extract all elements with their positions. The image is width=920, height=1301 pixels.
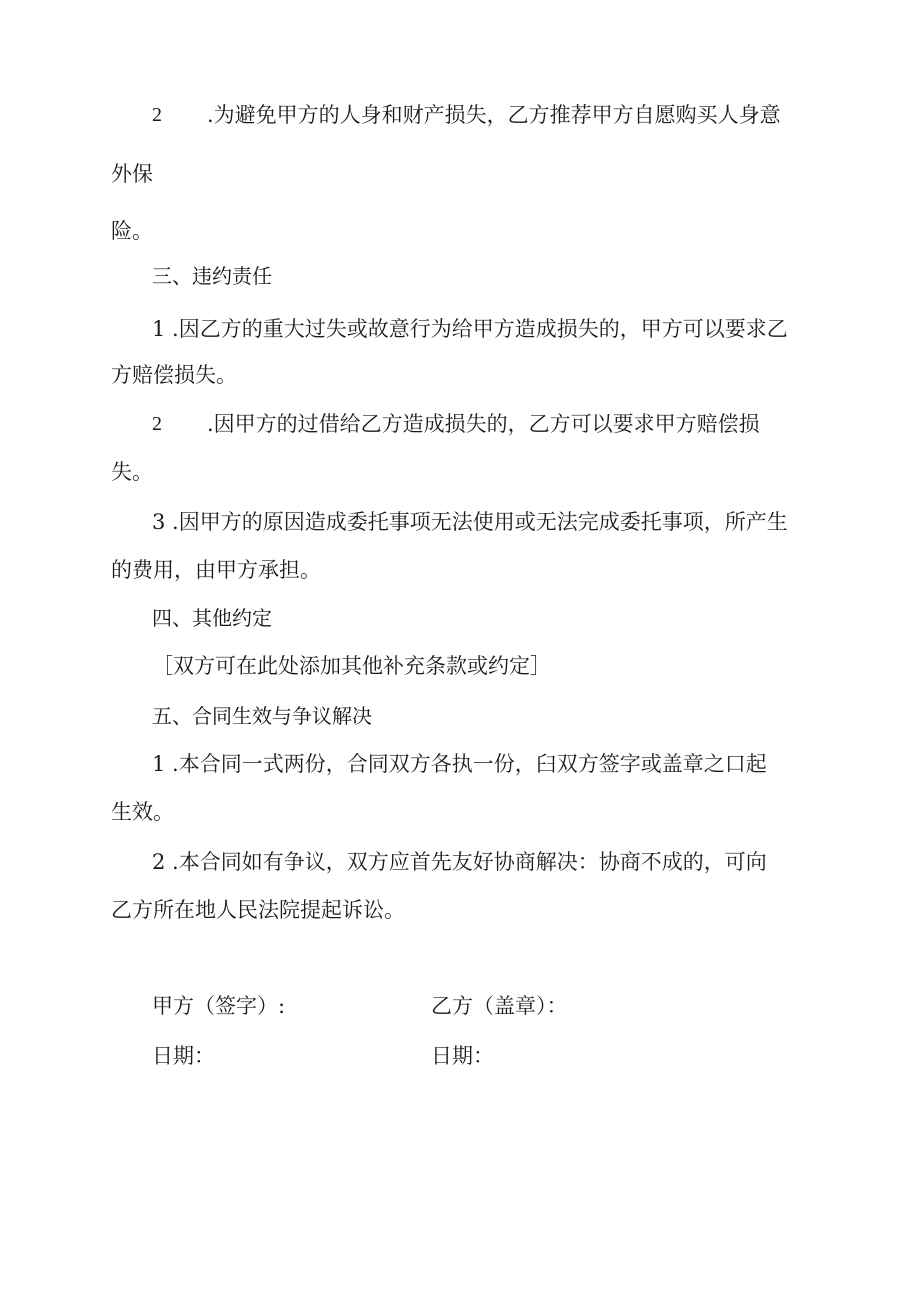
section-heading: 四、其他约定 [152,606,272,630]
clause-text: .因甲方的过借给乙方造成损失的，乙方可以要求甲方赔偿损 [207,412,760,436]
clause-text: 2 .本合同如有争议，双方应首先友好协商解决：协商不成的，可向 [152,850,767,874]
section-heading: 三、违约责任 [152,264,272,288]
party-b-seal-label: 乙方（盖章）： [431,994,568,1018]
section-heading: 五、合同生效与争议解决 [152,704,372,728]
clause-text-continuation: 生效。 [111,800,174,824]
item-text: .为避免甲方的人身和财产损失，乙方推荐甲方自愿购买人身意 [207,103,781,127]
clause-text-continuation: 乙方所在地人民法院提起诉讼。 [111,898,405,922]
party-b-date-label: 日期： [431,1044,494,1068]
party-a-date-label: 日期： [152,1044,215,1068]
party-a-signature-label: 甲方（签字）: [152,994,286,1018]
item-number: 2 [152,104,162,126]
clause-text-continuation: 的费用，由甲方承担。 [111,558,321,582]
clause-number: 2 [152,413,162,435]
clause-text: 1 .本合同一式两份，合同双方各执一份，臼双方签字或盖章之口起 [152,752,767,776]
clause-text-continuation: 失。 [111,460,153,484]
clause-text: 1 .因乙方的重大过失或故意行为给甲方造成损失的，甲方可以要求乙 [152,317,788,341]
clause-text-continuation: 方赔偿损失。 [111,363,237,387]
item-text-continuation: 险。 [111,219,153,243]
clause-text: 3 .因甲方的原因造成委托事项无法使用或无法完成委托事项，所产生 [152,510,788,534]
placeholder-text: ［双方可在此处添加其他补充条款或约定］ [152,654,551,678]
item-text-continuation: 外保 [111,162,153,186]
